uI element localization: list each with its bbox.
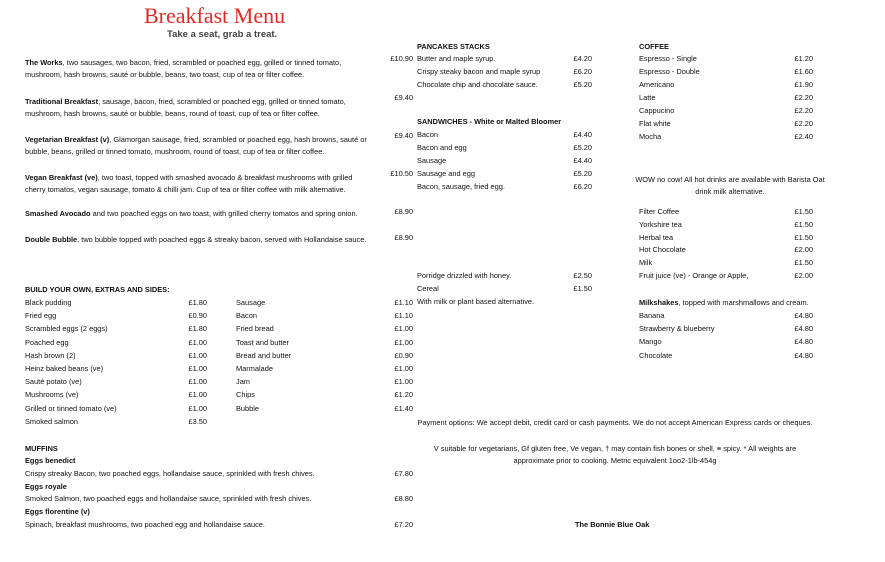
coffee-item: Espresso - Single bbox=[639, 54, 697, 63]
item-price: £2.40 bbox=[794, 132, 813, 141]
item-price: £4.20 bbox=[573, 54, 592, 63]
drink-item: Yorkshire tea bbox=[639, 219, 682, 229]
item-name: The Works bbox=[25, 58, 63, 67]
item-price: £8.80 bbox=[394, 494, 413, 503]
item-price: £4.80 bbox=[794, 350, 813, 360]
item-name: Vegetarian Breakfast (v) bbox=[25, 135, 110, 144]
item-price: £4.40 bbox=[573, 130, 592, 139]
sandwiches-heading: SANDWICHES - White or Malted Bloomer bbox=[417, 117, 562, 126]
item-price: £1.10 bbox=[394, 311, 413, 321]
item-price: £6.20 bbox=[573, 66, 592, 76]
item-price: £10.90 bbox=[390, 54, 413, 63]
sandwich-item: Sausage and egg bbox=[417, 169, 475, 178]
item-price: £4.80 bbox=[794, 337, 813, 347]
item-name: Double Bubble bbox=[25, 235, 78, 244]
menu-item-double-bubble bbox=[25, 234, 370, 246]
coffee-item: Latte bbox=[639, 93, 656, 102]
item-price: £4.40 bbox=[573, 156, 592, 165]
item-price: £1.20 bbox=[794, 54, 813, 63]
item-price: £7.20 bbox=[394, 519, 413, 529]
item-desc: , sausage, bacon, fried, scrambled or poached egg, grilled or tinned tomato, mushroom, hash browns, sauté or bubble, beans, round of toast, cup of tea or filter coffee. bbox=[25, 97, 346, 118]
side-item: Scrambled eggs (2 eggs) bbox=[25, 324, 108, 334]
milkshake-item: Chocolate bbox=[639, 350, 673, 360]
side-item: Heinz baked beans (ve) bbox=[25, 364, 104, 373]
item-price: £1.80 bbox=[188, 298, 207, 307]
porridge-item: With milk or plant based alternative. bbox=[417, 297, 535, 306]
side-item: Sauté potato (ve) bbox=[25, 377, 82, 387]
drink-item: Herbal tea bbox=[639, 232, 674, 242]
drink-item: Hot Chocolate bbox=[639, 245, 686, 255]
coffee-item: Cappucino bbox=[639, 106, 675, 115]
muffin-desc: Crispy streaky Bacon, two poached eggs, hollandaise sauce, sprinkled with fresh chives. bbox=[25, 468, 315, 478]
coffee-heading: COFFEE bbox=[639, 42, 669, 51]
item-desc: , two sausages, two bacon, fried, scrambled or poached egg, grilled or tinned tomato, mushroom, hash browns, sauté or bubble, beans, two toast, cup of tea or filter coffee. bbox=[25, 58, 342, 79]
build-your-own-heading: BUILD YOUR OWN, EXTRAS AND SIDES: bbox=[25, 285, 170, 294]
porridge-item: Porridge drizzled with honey. bbox=[417, 271, 512, 280]
item-desc: and two poached eggs on two toast, with grilled cherry tomatos and spring onion. bbox=[90, 209, 358, 218]
milkshakes-subtitle: , topped with marshmallows and cream. bbox=[678, 298, 809, 307]
item-price: £2.00 bbox=[794, 245, 813, 255]
menu-item-traditional bbox=[25, 96, 370, 119]
item-name: Traditional Breakfast bbox=[25, 97, 99, 106]
item-price: £5.20 bbox=[573, 169, 592, 178]
side-item: Marmalade bbox=[236, 364, 273, 373]
drink-item: Milk bbox=[639, 258, 653, 268]
item-name: Smashed Avocado bbox=[25, 209, 91, 218]
pancake-item: Chocolate chip and chocolate sauce. bbox=[417, 79, 538, 89]
item-price: £4.80 bbox=[794, 324, 813, 334]
item-price: £6.20 bbox=[573, 182, 592, 191]
muffin-name: Eggs benedict bbox=[25, 456, 76, 465]
side-item: Jam bbox=[236, 377, 250, 387]
item-price: £1.00 bbox=[394, 324, 413, 334]
side-item: Fried egg bbox=[25, 311, 57, 321]
menu-item-the-works bbox=[25, 57, 370, 80]
item-price: £1.80 bbox=[188, 324, 207, 334]
item-price: £3.50 bbox=[188, 416, 207, 426]
item-price: £7.80 bbox=[394, 468, 413, 478]
muffin-name: Eggs florentine (v) bbox=[25, 507, 90, 516]
item-price: £1.00 bbox=[188, 337, 207, 347]
item-price: £1.00 bbox=[394, 377, 413, 387]
sandwich-item: Bacon, sausage, fried egg. bbox=[417, 182, 505, 191]
item-price: £0.90 bbox=[394, 350, 413, 360]
side-item: Hash brown (2) bbox=[25, 350, 76, 360]
item-price: £2.50 bbox=[573, 271, 592, 280]
drink-item: Fruit juice (ve) - Orange or Apple, bbox=[639, 271, 749, 280]
item-price: £1.10 bbox=[394, 298, 413, 307]
side-item: Bacon bbox=[236, 311, 257, 321]
item-price: £10.50 bbox=[390, 169, 413, 178]
menu-subtitle: Take a seat, grab a treat. bbox=[167, 29, 278, 40]
item-price: £0.90 bbox=[188, 311, 207, 321]
side-item: Bread and butter bbox=[236, 350, 292, 360]
sandwich-item: Bacon bbox=[417, 130, 438, 139]
payment-note: Payment options: We accept debit, credit card or cash payments. We do not accept American Express cards or cheques. bbox=[417, 418, 813, 427]
item-price: £1.50 bbox=[794, 207, 813, 216]
item-price: £1.00 bbox=[394, 364, 413, 373]
item-price: £8.90 bbox=[394, 207, 413, 216]
menu-title: Breakfast Menu bbox=[144, 3, 286, 28]
milkshake-item: Strawberry & blueberry bbox=[639, 324, 715, 334]
side-item: Smoked salmon bbox=[25, 416, 78, 426]
item-price: £1.00 bbox=[188, 403, 207, 413]
item-price: £2.20 bbox=[794, 106, 813, 115]
item-desc: , Glamorgan sausage, fried, scrambled or poached egg, hash browns, sauté or bubble, beans, grilled or tinned tomato, mushroom, round of toast, cup of tea or filter coffee. bbox=[25, 135, 367, 156]
coffee-item: Espresso - Double bbox=[639, 67, 700, 76]
item-price: £2.20 bbox=[794, 93, 813, 102]
side-item: Mushrooms (ve) bbox=[25, 390, 79, 400]
menu-item-vegan bbox=[25, 172, 370, 195]
menu-item-vegetarian bbox=[25, 134, 370, 157]
sandwich-item: Sausage bbox=[417, 156, 447, 165]
item-price: £1.50 bbox=[573, 284, 592, 293]
side-item: Fried bread bbox=[236, 324, 274, 334]
pancake-item: Butter and maple syrup. bbox=[417, 54, 496, 63]
oat-milk-note: WOW no cow! All hot drinks are available with Barista Oat drink milk alternative. bbox=[635, 175, 825, 196]
dietary-note: V suitable for vegetarians, Gf gluten free, Ve vegan, † may contain fish bones or shell, ≡ spicy. * All weights are approximate prior to cooking. Metric equivalent 1oo2-1lb-454g bbox=[433, 444, 797, 465]
pancake-item: Crispy steaky bacon and maple syrup bbox=[417, 66, 541, 76]
muffin-desc: Smoked Salmon, two poached eggs and hollandaise sauce, sprinkled with fresh chives. bbox=[25, 494, 312, 503]
muffins-heading: MUFFINS bbox=[25, 444, 58, 453]
item-price: £1.60 bbox=[794, 67, 813, 76]
item-price: £2.20 bbox=[794, 119, 813, 128]
item-desc: , two toast, topped with smashed avocado & breakfast mushrooms with grilled cherry tomatos, vegan sausage, tomato & chilli jam. Cup of tea or filter coffee with milk alternative. bbox=[25, 173, 353, 194]
item-price: £1.00 bbox=[188, 377, 207, 387]
milkshakes-heading bbox=[639, 299, 809, 308]
item-price: £5.20 bbox=[573, 79, 592, 89]
side-item: Poached egg bbox=[25, 337, 69, 347]
coffee-item: Flat white bbox=[639, 119, 671, 128]
item-price: £1.00 bbox=[188, 364, 207, 373]
item-price: £1.40 bbox=[394, 403, 413, 413]
item-price: £1.00 bbox=[188, 350, 207, 360]
item-price: £1.20 bbox=[394, 390, 413, 400]
item-desc: , two bubble topped with poached eggs & streaky bacon, served with Hollandaise sauce. bbox=[77, 235, 367, 244]
brand-name: The Bonnie Blue Oak bbox=[575, 520, 650, 529]
item-price: £1.90 bbox=[794, 80, 813, 89]
pancakes-heading: PANCAKES STACKS bbox=[417, 42, 490, 51]
item-price: £1.00 bbox=[394, 337, 413, 347]
milkshakes-title: Milkshakes bbox=[639, 298, 679, 307]
milkshake-item: Mango bbox=[639, 337, 662, 347]
menu-item-smashed-avocado bbox=[25, 208, 370, 220]
porridge-item: Cereal bbox=[417, 284, 439, 293]
side-item: Sausage bbox=[236, 298, 266, 307]
item-price: £8.90 bbox=[394, 233, 413, 242]
item-price: £1.50 bbox=[794, 232, 813, 242]
milkshake-item: Banana bbox=[639, 311, 665, 320]
item-price: £1.00 bbox=[188, 390, 207, 400]
side-item: Chips bbox=[236, 390, 255, 400]
side-item: Toast and butter bbox=[236, 337, 290, 347]
item-price: £2.00 bbox=[794, 271, 813, 280]
side-item: Bubble bbox=[236, 403, 260, 413]
item-price: £9.40 bbox=[394, 131, 413, 140]
coffee-item: Mocha bbox=[639, 132, 662, 141]
muffin-name: Eggs royale bbox=[25, 481, 67, 491]
drink-item: Filter Coffee bbox=[639, 207, 680, 216]
item-price: £5.20 bbox=[573, 143, 592, 152]
side-item: Black pudding bbox=[25, 298, 72, 307]
coffee-item: Americano bbox=[639, 80, 675, 89]
item-name: Vegan Breakfast (ve) bbox=[25, 173, 98, 182]
item-price: £1.50 bbox=[794, 258, 813, 268]
item-price: £1.50 bbox=[794, 219, 813, 229]
sandwich-item: Bacon and egg bbox=[417, 143, 467, 152]
item-price: £9.40 bbox=[394, 93, 413, 102]
item-price: £4.80 bbox=[794, 311, 813, 320]
side-item: Grilled or tinned tomato (ve) bbox=[25, 403, 117, 413]
muffin-desc: Spinach, breakfast mushrooms, two poached egg and hollandaise sauce. bbox=[25, 519, 265, 529]
